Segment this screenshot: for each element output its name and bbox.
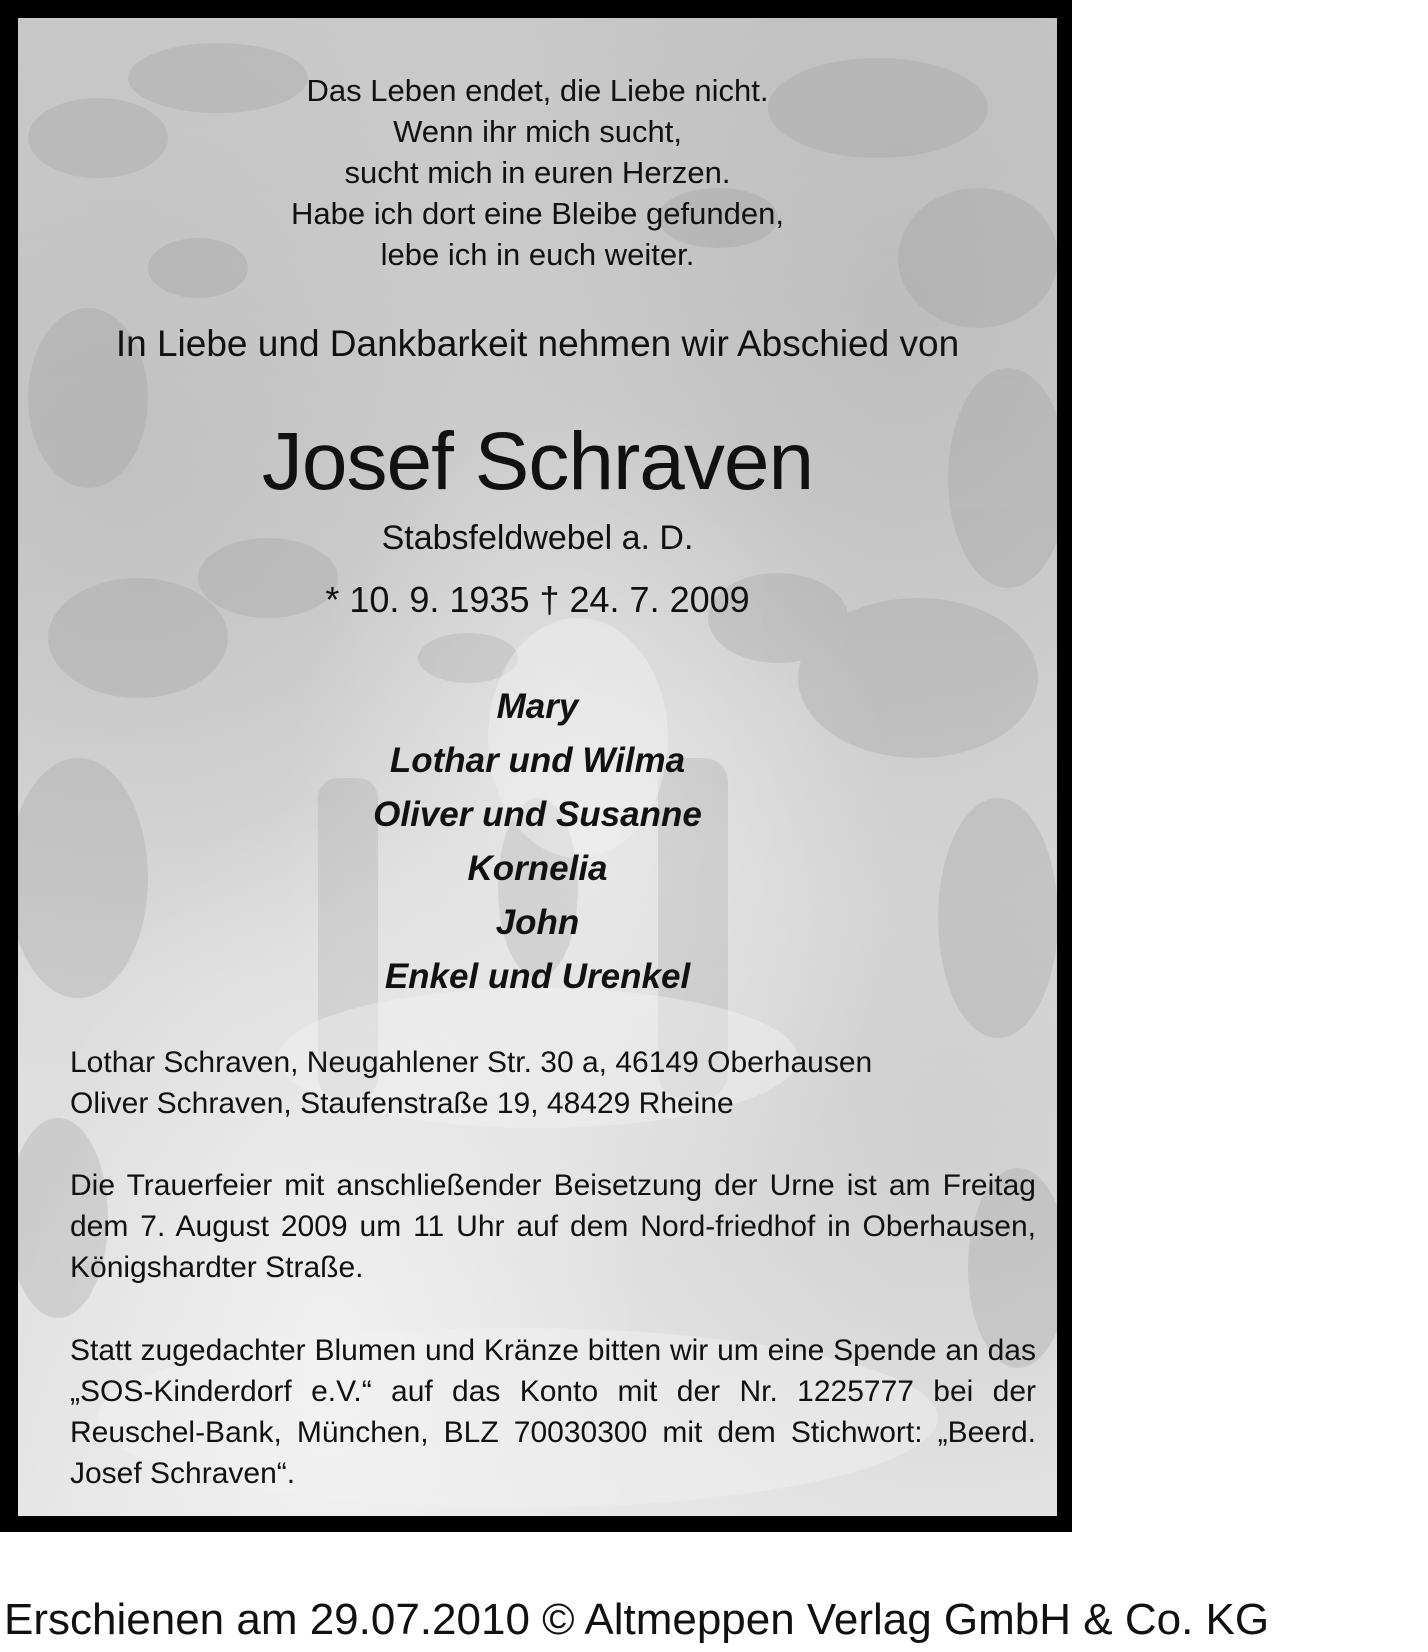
- ceremony-notice: Die Trauerfeier mit anschließender Beisetzung der Urne ist am Freitag dem 7. August 2009 um 11 Uhr auf dem Nord-friedhof in Oberhausen, Königshardter Straße.: [70, 1169, 1036, 1284]
- farewell-intro: In Liebe und Dankbarkeit nehmen wir Abschied von: [115, 323, 960, 364]
- poem: [18, 70, 1057, 275]
- deceased-rank: Stabsfeldwebel a. D.: [381, 519, 694, 557]
- mourner: Kornelia: [467, 849, 608, 888]
- mourner: Enkel und Urenkel: [384, 957, 691, 996]
- deceased-name: Josef Schraven: [261, 416, 814, 507]
- contact-addresses: [70, 1042, 1036, 1124]
- poem-line: Das Leben endet, die Liebe nicht.: [306, 73, 769, 108]
- life-dates: * 10. 9. 1935 † 24. 7. 2009: [325, 579, 750, 620]
- poem-line: Habe ich dort eine Bleibe gefunden,: [291, 196, 784, 231]
- mourner: John: [495, 903, 580, 942]
- donation-notice: Statt zugedachter Blumen und Kränze bitten wir um eine Spende an das „SOS-Kinderdorf e.V.“ auf das Konto mit der Nr. 1225777 bei der Reuschel-Bank, München, BLZ 70030300 mit dem Stichwort: „Beerd. Josef Schraven“.: [70, 1334, 1036, 1490]
- obituary-content: [18, 18, 1057, 1516]
- poem-line: Wenn ihr mich sucht,: [393, 114, 682, 149]
- poem-line: lebe ich in euch weiter.: [380, 237, 695, 272]
- address-line: Oliver Schraven, Staufenstraße 19, 48429 Rheine: [70, 1087, 734, 1120]
- obituary-panel: [18, 18, 1057, 1516]
- mourner: Oliver und Susanne: [373, 795, 702, 834]
- poem-line: sucht mich in euren Herzen.: [344, 155, 731, 190]
- address-line: Lothar Schraven, Neugahlener Str. 30 a, 46149 Oberhausen: [70, 1046, 873, 1079]
- mourner: Mary: [496, 687, 579, 726]
- publication-footer: Erschienen am 29.07.2010 © Altmeppen Verlag GmbH & Co. KG: [4, 1595, 1270, 1644]
- mourner: Lothar und Wilma: [389, 741, 686, 780]
- mourners-list: [18, 680, 1057, 1004]
